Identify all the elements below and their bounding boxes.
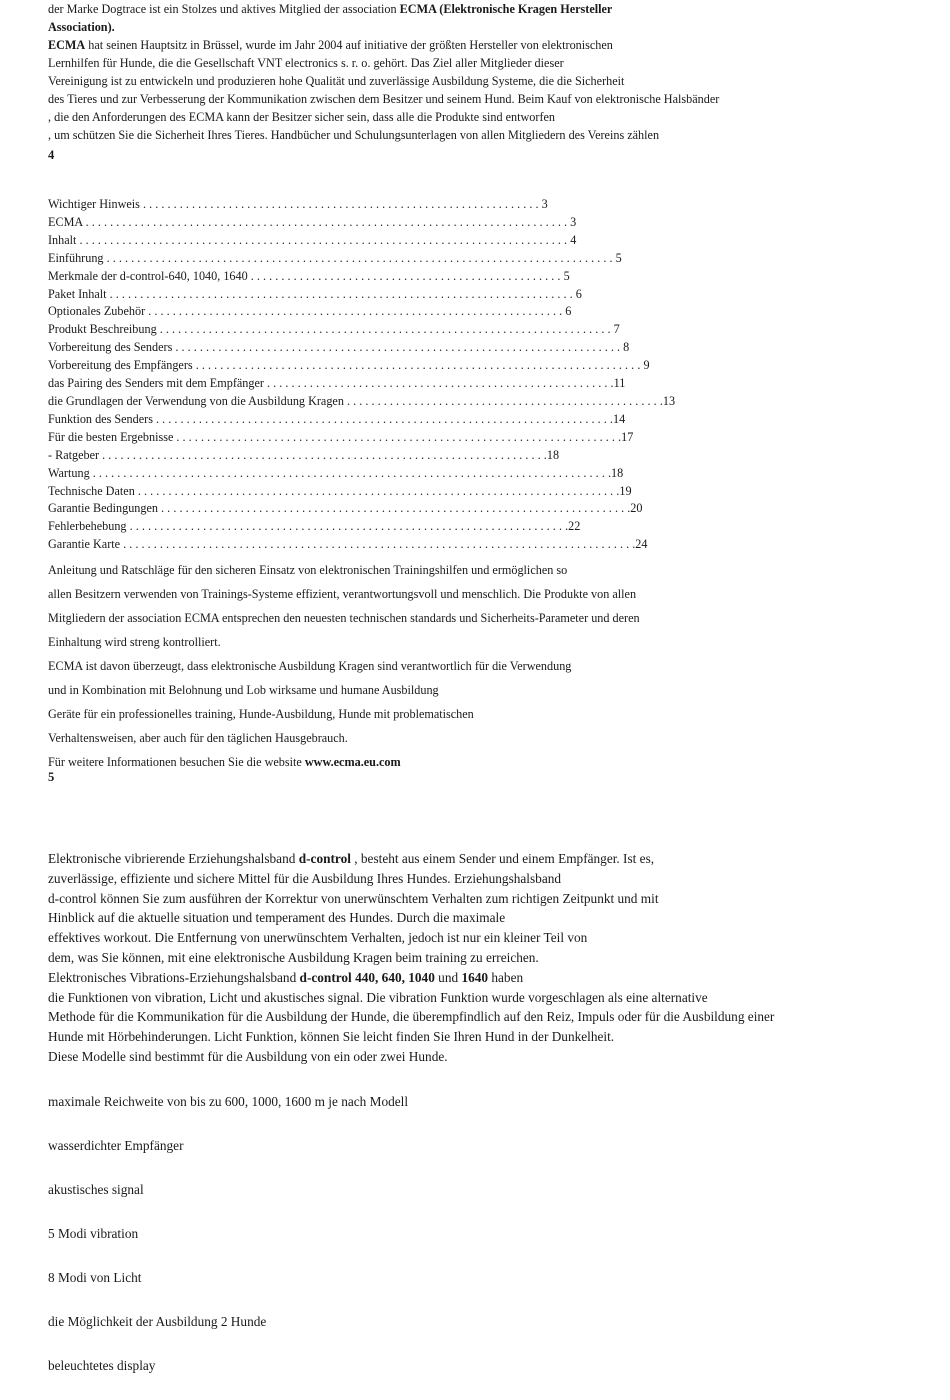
text-segment: effektives workout. Die Entfernung von unerwünschtem Verhalten, jedoch ist nur ein kleiner Teil von <box>48 930 588 946</box>
toc-entry[interactable] <box>48 375 908 393</box>
text-segment: und in Kombination mit Belohnung und Lob wirksame und humane Ausbildung <box>48 683 439 697</box>
toc-leader-dots: . . . . . . . . . . . . . . . . . . . . . . . . . . . . . . . . . . . . . . . . . . . . . . . . . . . . . . . . . . . . . . . . . . . . . . . . . . . . . . . <box>137 483 620 498</box>
toc-entry-page: 6 <box>575 286 582 301</box>
toc-entry[interactable] <box>48 196 908 214</box>
intro-line <box>48 108 908 126</box>
bold-text: d-control 440, 640, 1040 <box>299 969 435 985</box>
toc-entry[interactable] <box>48 250 908 268</box>
bold-text: d-control <box>298 851 351 866</box>
toc-leader-dots: . . . . . . . . . . . . . . . . . . . . . . . . . . . . . . . . . . . . . . . . . . . . . . . . . . . . . . . . . . . . . . . . . . . . <box>148 304 566 319</box>
intro-line <box>48 36 908 54</box>
toc-entry-title: Einführung <box>48 250 107 265</box>
toc-entry-page: 3 <box>570 214 577 229</box>
text-segment: , um schützen Sie die Sicherheit Ihres Tieres. Handbücher und Schulungsunterlagen von allen Mitgliedern des Vereins zählen <box>48 128 660 142</box>
feature-item: maximale Reichweite von bis zu 600, 1000, 1600 m je nach Modell <box>48 1094 409 1109</box>
guide-line <box>48 726 908 750</box>
toc-entry[interactable] <box>48 321 908 339</box>
toc-entry-page: 20 <box>630 501 643 516</box>
toc-entry-page: 4 <box>570 232 577 247</box>
guide-line <box>48 606 908 630</box>
toc-entry-title: - Ratgeber <box>48 447 103 462</box>
toc-leader-dots: . . . . . . . . . . . . . . . . . . . . . . . . . . . . . . . . . . . . . . . . . . . . . . . . . . . . . . . . . <box>267 376 614 391</box>
feature-item: die Möglichkeit der Ausbildung 2 Hunde <box>48 1314 267 1329</box>
toc-entry-page: 18 <box>611 465 624 480</box>
guide-line <box>48 702 908 726</box>
text-segment: und <box>434 969 462 985</box>
toc-entry-page: 3 <box>541 197 548 211</box>
toc-entry-page: 24 <box>635 537 648 552</box>
toc-entry[interactable] <box>48 268 908 286</box>
text-segment: allen Besitzern verwenden von Trainings-Systeme effizient, verantwortungsvoll und menschlich. Die Produkte von allen <box>48 587 637 601</box>
toc-entry-title: Garantie Karte <box>48 537 124 552</box>
feature-item: beleuchtetes display <box>48 1358 156 1373</box>
toc-entry-title: Inhalt <box>48 232 80 247</box>
text-segment: die Funktionen von vibration, Licht und akustisches signal. Die vibration Funktion wurde vorgeschlagen als eine alternative <box>48 989 708 1005</box>
toc-entry-title: Für die besten Ergebnisse <box>48 429 177 444</box>
text-segment: hat seinen Hauptsitz in Brüssel, wurde im Jahr 2004 auf initiative der größten Hersteller von elektronischen <box>85 38 613 52</box>
toc-leader-dots: . . . . . . . . . . . . . . . . . . . . . . . . . . . . . . . . . . . . . . . . . . . . . . . . . . . . . . . . . . . . . . . . . . . . . . . . . . <box>159 322 614 337</box>
text-segment: Diese Modelle sind bestimmt für die Ausbildung von ein oder zwei Hunde. <box>48 1048 448 1064</box>
toc-leader-dots: . . . . . . . . . . . . . . . . . . . . . . . . . . . . . . . . . . . . . . . . . . . . . . . . . . . . . . . . . . . . . . . . . <box>142 197 542 211</box>
page-number-4: 4 <box>48 148 55 162</box>
description-line <box>48 1007 928 1027</box>
text-segment: Mitgliedern der association ECMA entsprechen den neuesten technischen standards und Sicherheits-Parameter und deren <box>48 611 640 625</box>
toc-entry-title: ECMA <box>48 214 86 229</box>
toc-entry-page: 8 <box>623 340 630 355</box>
toc-entry-title: Technische Daten <box>48 483 138 498</box>
text-segment: , die den Anforderungen des ECMA kann der Besitzer sicher sein, dass alle die Produkte sind entworfen <box>48 110 556 124</box>
feature-item: 5 Modi vibration <box>48 1226 139 1241</box>
toc-entry-page: 22 <box>568 519 581 534</box>
toc-entry[interactable] <box>48 536 908 554</box>
toc-leader-dots: . . . . . . . . . . . . . . . . . . . . . . . . . . . . . . . . . . . . . . . . . . . . . . . . . . . <box>250 268 564 283</box>
toc-entry-title: Optionales Zubehör <box>48 304 149 319</box>
bold-text: ECMA (Elektronische Kragen Hersteller <box>399 2 613 16</box>
description-line <box>48 908 928 928</box>
toc-entry[interactable] <box>48 303 908 321</box>
text-segment: ECMA ist davon überzeugt, dass elektronische Ausbildung Kragen sind verantwortlich für die Verwendung <box>48 659 572 673</box>
bold-text: www.ecma.eu.com <box>304 755 401 769</box>
toc-entry[interactable] <box>48 518 908 536</box>
feature-item: akustisches signal <box>48 1182 144 1197</box>
text-segment: Einhaltung wird streng kontrolliert. <box>48 635 221 649</box>
toc-entry-page: 13 <box>662 393 676 408</box>
toc-leader-dots: . . . . . . . . . . . . . . . . . . . . . . . . . . . . . . . . . . . . . . . . . . . . . . . . . . . . . . . . . . . . . . . . . . . . . . . . . . . . . . . . . . . . . <box>92 465 612 480</box>
text-segment: Methode für die Kommunikation für die Ausbildung der Hunde, die überempfindlich auf den Reiz, Impuls oder für die Ausbildung einer <box>48 1009 775 1025</box>
guide-line <box>48 654 908 678</box>
toc-entry-page: 11 <box>613 376 626 391</box>
toc-entry-title: Produkt Beschreibung <box>48 322 160 337</box>
toc-entry-title: die Grundlagen der Verwendung von die Ausbildung Kragen <box>48 393 347 408</box>
text-segment: , besteht aus einem Sender und einem Empfänger. Ist es, <box>350 851 655 866</box>
text-segment: Elektronisches Vibrations-Erziehungshalsband <box>48 969 300 985</box>
toc-entry-title: Vorbereitung des Senders <box>48 340 176 355</box>
toc-leader-dots: . . . . . . . . . . . . . . . . . . . . . . . . . . . . . . . . . . . . . . . . . . . . . . . . . . . . . . . . . . . . . . . . . . . . . . . . <box>129 519 569 534</box>
guide-line <box>48 750 908 774</box>
toc-entry-page: 7 <box>613 322 620 337</box>
description-line <box>48 948 928 968</box>
text-segment: d-control können Sie zum ausführen der Korrektur von unerwünschtem Verhalten zum richtigen Zeitpunkt und mit <box>48 890 659 906</box>
intro-line <box>48 18 908 36</box>
text-segment: des Tieres und zur Verbesserung der Kommunikation zwischen dem Besitzer und seinem Hund. Beim Kauf von elektronische Halsbänder <box>48 92 720 106</box>
text-segment: Für weitere Informationen besuchen Sie die website <box>48 755 305 769</box>
description-line <box>48 968 928 988</box>
toc-entry-page: 19 <box>619 483 632 498</box>
table-of-contents <box>48 196 908 554</box>
toc-entry[interactable] <box>48 393 908 411</box>
text-segment: Vereinigung ist zu entwickeln und produzieren hohe Qualität und zuverlässige Ausbildung Systeme, die die Sicherheit <box>48 74 625 88</box>
toc-entry[interactable] <box>48 483 908 501</box>
toc-entry[interactable] <box>48 500 908 518</box>
description-line <box>48 1027 928 1047</box>
text-segment: haben <box>488 969 524 985</box>
toc-entry-title: Vorbereitung des Empfängers <box>48 358 196 373</box>
toc-entry-title: das Pairing des Senders mit dem Empfänger <box>48 376 267 391</box>
product-description <box>48 849 928 1067</box>
toc-entry[interactable] <box>48 214 908 232</box>
description-line <box>48 849 928 869</box>
toc-leader-dots: . . . . . . . . . . . . . . . . . . . . . . . . . . . . . . . . . . . . . . . . . . . . . . . . . . . . . . . . . . . . . . . . . . . . . . . . . <box>102 447 547 462</box>
ecma-guide-section <box>48 558 908 774</box>
toc-leader-dots: . . . . . . . . . . . . . . . . . . . . . . . . . . . . . . . . . . . . . . . . . . . . . . . . . . . . . . . . . . . . . . . . . . . . . . . . . . . <box>156 411 613 426</box>
toc-leader-dots: . . . . . . . . . . . . . . . . . . . . . . . . . . . . . . . . . . . . . . . . . . . . . . . . . . . . . . . . . . . . . . . . . . . . . . . . . . . . . . . . . . . <box>106 250 616 265</box>
toc-leader-dots: . . . . . . . . . . . . . . . . . . . . . . . . . . . . . . . . . . . . . . . . . . . . . . . . . . . . . . . . . . . . . . . . . . . . . . . . . . . . . <box>161 501 631 516</box>
toc-entry[interactable] <box>48 286 908 304</box>
text-segment: Lernhilfen für Hunde, die die Gesellschaft VNT electronics s. r. o. gehört. Das Ziel aller Mitglieder dieser <box>48 56 564 70</box>
text-segment: Verhaltensweisen, aber auch für den täglichen Hausgebrauch. <box>48 731 348 745</box>
text-segment: zuverlässige, effiziente und sichere Mittel für die Ausbildung Ihres Hundes. Erziehungshalsband <box>48 870 562 886</box>
toc-leader-dots: . . . . . . . . . . . . . . . . . . . . . . . . . . . . . . . . . . . . . . . . . . . . . . . . . . . . . . . . . . . . . . . . . . . . . . . . . <box>195 358 644 373</box>
toc-entry-title: Wichtiger Hinweis <box>48 197 143 211</box>
intro-line <box>48 126 908 144</box>
description-line <box>48 889 928 909</box>
intro-line <box>48 90 908 108</box>
toc-entry[interactable] <box>48 429 908 447</box>
toc-entry-title: Fehlerbehebung <box>48 519 130 534</box>
bold-text: Association). <box>48 20 115 34</box>
toc-entry[interactable] <box>48 411 908 429</box>
toc-leader-dots: . . . . . . . . . . . . . . . . . . . . . . . . . . . . . . . . . . . . . . . . . . . . . . . . . . . . . . . . . . . . . . . . . . . . . . . . . . . . . . . . <box>79 232 571 247</box>
page-number-5: 5 <box>48 770 55 784</box>
toc-entry-page: 17 <box>621 429 634 444</box>
description-line <box>48 988 928 1008</box>
toc-entry-title: Merkmale der d-control-640, 1040, 1640 <box>48 268 251 283</box>
ecma-intro-section <box>48 0 908 144</box>
toc-entry-title: Garantie Bedingungen <box>48 501 162 516</box>
text-segment: Hinblick auf die aktuelle situation und temperament des Hundes. Durch die maximale <box>48 910 506 926</box>
toc-entry-page: 14 <box>612 411 626 426</box>
toc-entry[interactable] <box>48 232 908 250</box>
toc-leader-dots: . . . . . . . . . . . . . . . . . . . . . . . . . . . . . . . . . . . . . . . . . . . . . . . . . . . . . . . . . . . . . . . . . . . . . . . . . . . . <box>109 286 576 301</box>
text-segment: Hunde mit Hörbehinderungen. Licht Funktion, können Sie leicht finden Sie Ihren Hund in der Dunkelheit. <box>48 1029 615 1045</box>
toc-entry-page: 6 <box>565 304 572 319</box>
toc-entry-title: Funktion des Senders <box>48 411 156 426</box>
toc-entry[interactable] <box>48 339 908 357</box>
intro-line <box>48 54 908 72</box>
text-segment: dem, was Sie können, mit eine elektronische Ausbildung Kragen beim training zu erreichen. <box>48 949 539 965</box>
bold-text: ECMA <box>48 38 86 52</box>
guide-line <box>48 558 908 582</box>
intro-line <box>48 0 908 18</box>
description-line <box>48 869 928 889</box>
toc-entry-title: Paket Inhalt <box>48 286 110 301</box>
toc-entry-page: 5 <box>563 268 570 283</box>
toc-leader-dots: . . . . . . . . . . . . . . . . . . . . . . . . . . . . . . . . . . . . . . . . . . . . . . . . . . . . . . . . . . . . . . . . . . . . . . . . . . . . . . . . . . . . <box>123 537 636 552</box>
text-segment: Geräte für ein professionelles training, Hunde-Ausbildung, Hunde mit problematischen <box>48 707 474 721</box>
text-segment: der Marke Dogtrace ist ein Stolzes und aktives Mitglied der association <box>48 2 400 16</box>
toc-entry-title: Wartung <box>48 465 93 480</box>
feature-item: 8 Modi von Licht <box>48 1270 142 1285</box>
feature-item: wasserdichter Empfänger <box>48 1138 184 1153</box>
toc-entry-page: 5 <box>615 250 622 265</box>
guide-line <box>48 630 908 654</box>
toc-entry[interactable] <box>48 465 908 483</box>
toc-entry[interactable] <box>48 357 908 375</box>
toc-leader-dots: . . . . . . . . . . . . . . . . . . . . . . . . . . . . . . . . . . . . . . . . . . . . . . . . . . . . . . . . . . . . . . . . . . . . . . . . . . . . . . . <box>85 214 571 229</box>
feature-list <box>48 1092 908 1400</box>
bold-text: 1640 <box>461 969 489 985</box>
toc-leader-dots: . . . . . . . . . . . . . . . . . . . . . . . . . . . . . . . . . . . . . . . . . . . . . . . . . . . . . . . . . . . . . . . . . . . . . . . . . <box>176 429 622 444</box>
guide-line <box>48 582 908 606</box>
toc-entry[interactable] <box>48 447 908 465</box>
text-segment: Elektronische vibrierende Erziehungshalsband <box>48 851 299 866</box>
description-line <box>48 1047 928 1067</box>
guide-line <box>48 678 908 702</box>
toc-entry-page: 9 <box>643 358 650 373</box>
toc-leader-dots: . . . . . . . . . . . . . . . . . . . . . . . . . . . . . . . . . . . . . . . . . . . . . . . . . . . . <box>346 393 663 408</box>
intro-line <box>48 72 908 90</box>
toc-entry-page: 18 <box>546 447 560 462</box>
description-line <box>48 928 928 948</box>
toc-leader-dots: . . . . . . . . . . . . . . . . . . . . . . . . . . . . . . . . . . . . . . . . . . . . . . . . . . . . . . . . . . . . . . . . . . . . . . . . . <box>175 340 624 355</box>
text-segment: Anleitung und Ratschläge für den sicheren Einsatz von elektronischen Trainingshilfen und ermöglichen so <box>48 563 568 577</box>
